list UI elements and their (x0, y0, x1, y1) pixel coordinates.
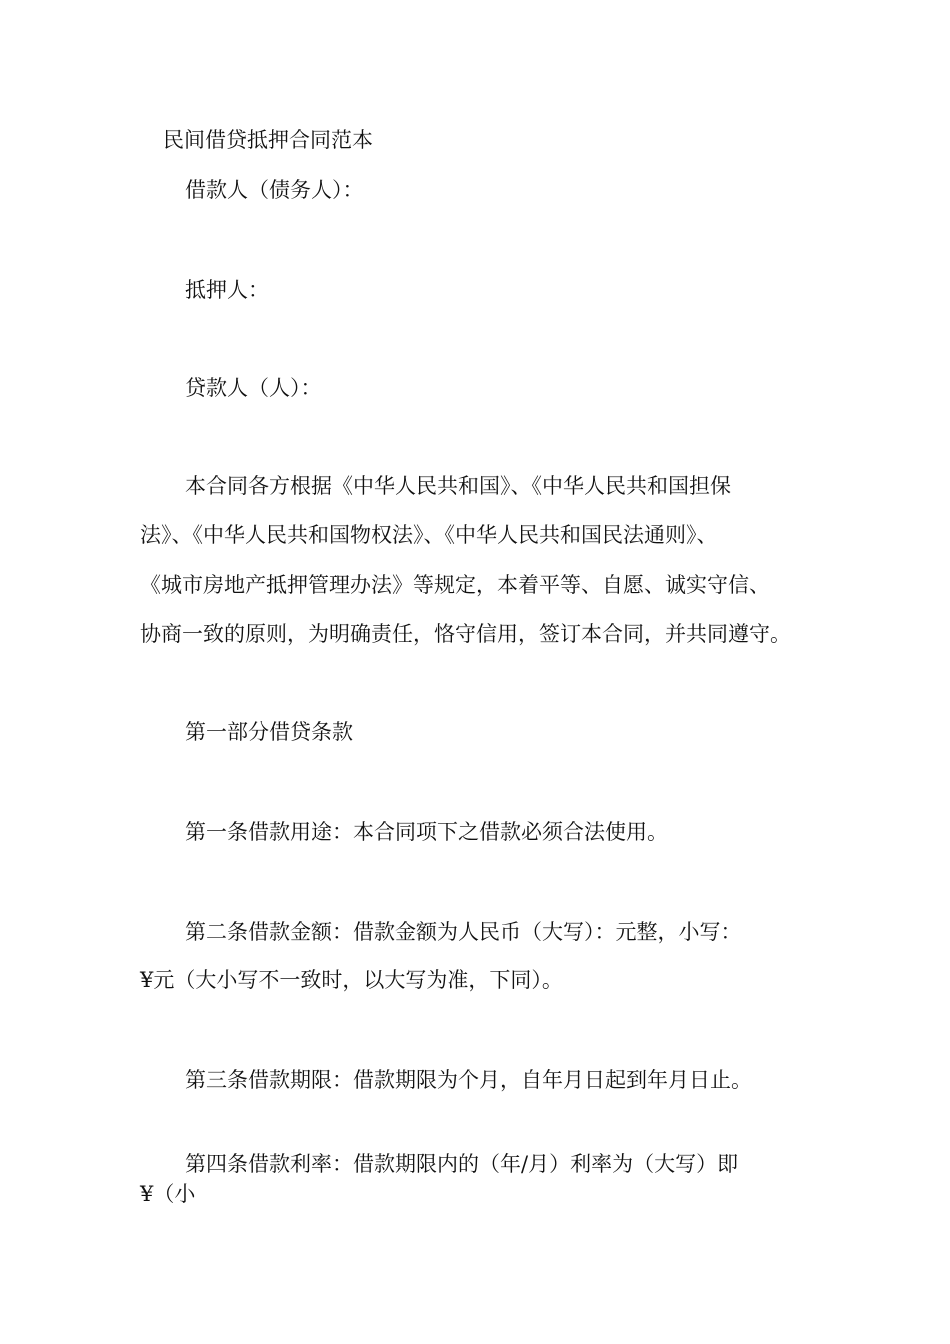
borrower-label: 借款人（债务人）： (185, 178, 364, 202)
preamble-line-2: 法》、《中华人民共和国物权法》、《中华人民共和国民法通则》、 (140, 523, 718, 547)
lender-label: 贷款人（人）： (185, 376, 322, 400)
article-2-line-1: 第二条借款金额：借款金额为人民币（大写）：元整，小写： (185, 920, 742, 944)
mortgagor-label: 抵押人： (185, 278, 269, 302)
part1-heading: 第一部分借贷条款 (185, 720, 353, 744)
article-1: 第一条借款用途：本合同项下之借款必须合法使用。 (185, 820, 668, 844)
document-title: 民间借贷抵押合同范本 (163, 128, 373, 152)
article-4-line-1: 第四条借款利率：借款期限内的（年/月）利率为（大写）即 (185, 1152, 739, 1176)
article-3: 第三条借款期限：借款期限为个月，自年月日起到年月日止。 (185, 1068, 752, 1092)
article-2-line-2: ¥元（大小写不一致时，以大写为准，下同）。 (140, 968, 563, 992)
article-4-line-2: ¥（小 (140, 1182, 196, 1206)
preamble-line-4: 协商一致的原则，为明确责任，恪守信用，签订本合同，并共同遵守。 (140, 622, 791, 646)
preamble-line-3: 《城市房地产抵押管理办法》等规定，本着平等、自愿、诚实守信、 (140, 573, 770, 597)
preamble-line-1: 本合同各方根据《中华人民共和国》、《中华人民共和国担保 (185, 474, 731, 498)
